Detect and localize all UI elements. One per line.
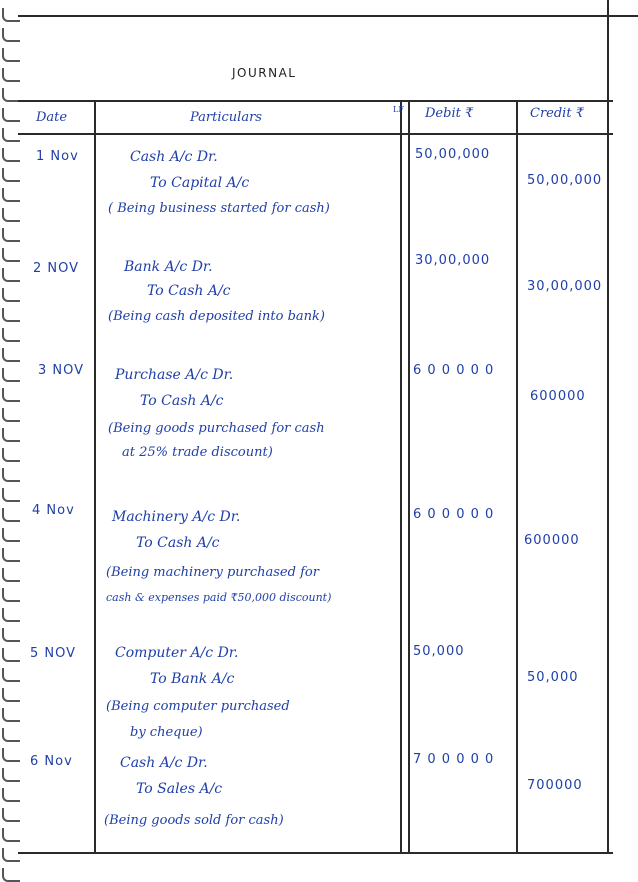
- binding-ring: [2, 148, 20, 162]
- entry-narration: (Being goods purchased for cash: [108, 421, 325, 436]
- lf-column-rule: [408, 100, 410, 854]
- header-lf: LF: [393, 105, 404, 114]
- binding-ring: [2, 268, 20, 282]
- date-column-rule: [94, 100, 96, 854]
- binding-ring: [2, 788, 20, 802]
- entry-narration: (Being machinery purchased for: [106, 565, 319, 580]
- binding-ring: [2, 628, 20, 642]
- binding-ring: [2, 648, 20, 662]
- entry-date: 6 Nov: [30, 754, 73, 769]
- binding-ring: [2, 128, 20, 142]
- header-particulars: Particulars: [190, 110, 262, 125]
- header-debit: Debit ₹: [425, 106, 474, 121]
- binding-ring: [2, 668, 20, 682]
- top-rule: [18, 15, 638, 17]
- entry-credit-amount: 30,00,000: [527, 279, 603, 294]
- entry-credit-account: To Sales A/c: [136, 781, 223, 797]
- binding-ring: [2, 108, 20, 122]
- binding-ring: [2, 288, 20, 302]
- entry-date: 3 NOV: [38, 363, 85, 378]
- entry-narration: (Being computer purchased: [106, 699, 290, 714]
- entry-narration: by cheque): [130, 725, 203, 740]
- header-credit: Credit ₹: [530, 106, 584, 121]
- entry-narration: (Being cash deposited into bank): [108, 309, 325, 324]
- binding-ring: [2, 828, 20, 842]
- entry-narration: ( Being business started for cash): [108, 201, 330, 216]
- binding-ring: [2, 608, 20, 622]
- binding-ring: [2, 328, 20, 342]
- spiral-binding: [0, 0, 26, 879]
- entry-credit-account: To Cash A/c: [140, 393, 224, 409]
- entry-debit-account: Bank A/c Dr.: [124, 259, 213, 275]
- binding-ring: [2, 468, 20, 482]
- entry-date: 1 Nov: [36, 149, 79, 164]
- header-bottom-rule: [18, 133, 613, 135]
- particulars-column-rule: [400, 100, 402, 854]
- binding-ring: [2, 308, 20, 322]
- binding-ring: [2, 708, 20, 722]
- header-date: Date: [36, 110, 68, 125]
- entry-credit-account: To Cash A/c: [136, 535, 220, 551]
- entry-debit-account: Cash A/c Dr.: [120, 755, 208, 771]
- binding-ring: [2, 488, 20, 502]
- binding-ring: [2, 188, 20, 202]
- entry-narration: (Being goods sold for cash): [104, 813, 284, 828]
- entry-debit-amount: 50,00,000: [415, 147, 491, 162]
- binding-ring: [2, 568, 20, 582]
- binding-ring: [2, 528, 20, 542]
- binding-ring: [2, 548, 20, 562]
- entry-narration: cash & expenses paid ₹50,000 discount): [106, 591, 332, 604]
- entry-credit-amount: 700000: [527, 778, 583, 793]
- binding-ring: [2, 208, 20, 222]
- binding-ring: [2, 448, 20, 462]
- bottom-rule: [18, 852, 613, 854]
- entry-credit-account: To Bank A/c: [150, 671, 235, 687]
- header-top-rule: [18, 100, 613, 102]
- entry-credit-amount: 600000: [524, 533, 580, 548]
- entry-debit-account: Cash A/c Dr.: [130, 149, 218, 165]
- binding-ring: [2, 28, 20, 42]
- entry-date: 4 Nov: [32, 503, 75, 518]
- entry-date: 5 NOV: [30, 646, 77, 661]
- binding-ring: [2, 808, 20, 822]
- entry-credit-account: To Cash A/c: [147, 283, 231, 299]
- entry-credit-amount: 600000: [530, 389, 586, 404]
- binding-ring: [2, 388, 20, 402]
- entry-debit-account: Purchase A/c Dr.: [115, 367, 234, 383]
- debit-column-rule: [516, 100, 518, 854]
- binding-ring: [2, 588, 20, 602]
- entry-date: 2 NOV: [33, 261, 80, 276]
- binding-ring: [2, 48, 20, 62]
- entry-credit-amount: 50,000: [527, 670, 579, 685]
- binding-ring: [2, 868, 20, 882]
- binding-ring: [2, 228, 20, 242]
- binding-ring: [2, 248, 20, 262]
- binding-ring: [2, 428, 20, 442]
- binding-ring: [2, 68, 20, 82]
- binding-ring: [2, 728, 20, 742]
- binding-ring: [2, 768, 20, 782]
- binding-ring: [2, 368, 20, 382]
- page-title: JOURNAL: [232, 66, 297, 80]
- binding-ring: [2, 168, 20, 182]
- entry-debit-amount: 6 0 0 0 0 0: [413, 363, 495, 378]
- entry-debit-account: Machinery A/c Dr.: [112, 509, 241, 525]
- binding-ring: [2, 848, 20, 862]
- entry-debit-amount: 30,00,000: [415, 253, 491, 268]
- entry-credit-account: To Capital A/c: [150, 175, 250, 191]
- entry-narration: at 25% trade discount): [122, 445, 273, 460]
- binding-ring: [2, 348, 20, 362]
- entry-debit-amount: 7 0 0 0 0 0: [413, 752, 495, 767]
- binding-ring: [2, 748, 20, 762]
- entry-debit-account: Computer A/c Dr.: [115, 645, 239, 661]
- binding-ring: [2, 688, 20, 702]
- binding-ring: [2, 408, 20, 422]
- entry-debit-amount: 6 0 0 0 0 0: [413, 507, 495, 522]
- entry-credit-amount: 50,00,000: [527, 173, 603, 188]
- entry-debit-amount: 50,000: [413, 644, 465, 659]
- right-margin-rule: [607, 0, 609, 854]
- binding-ring: [2, 508, 20, 522]
